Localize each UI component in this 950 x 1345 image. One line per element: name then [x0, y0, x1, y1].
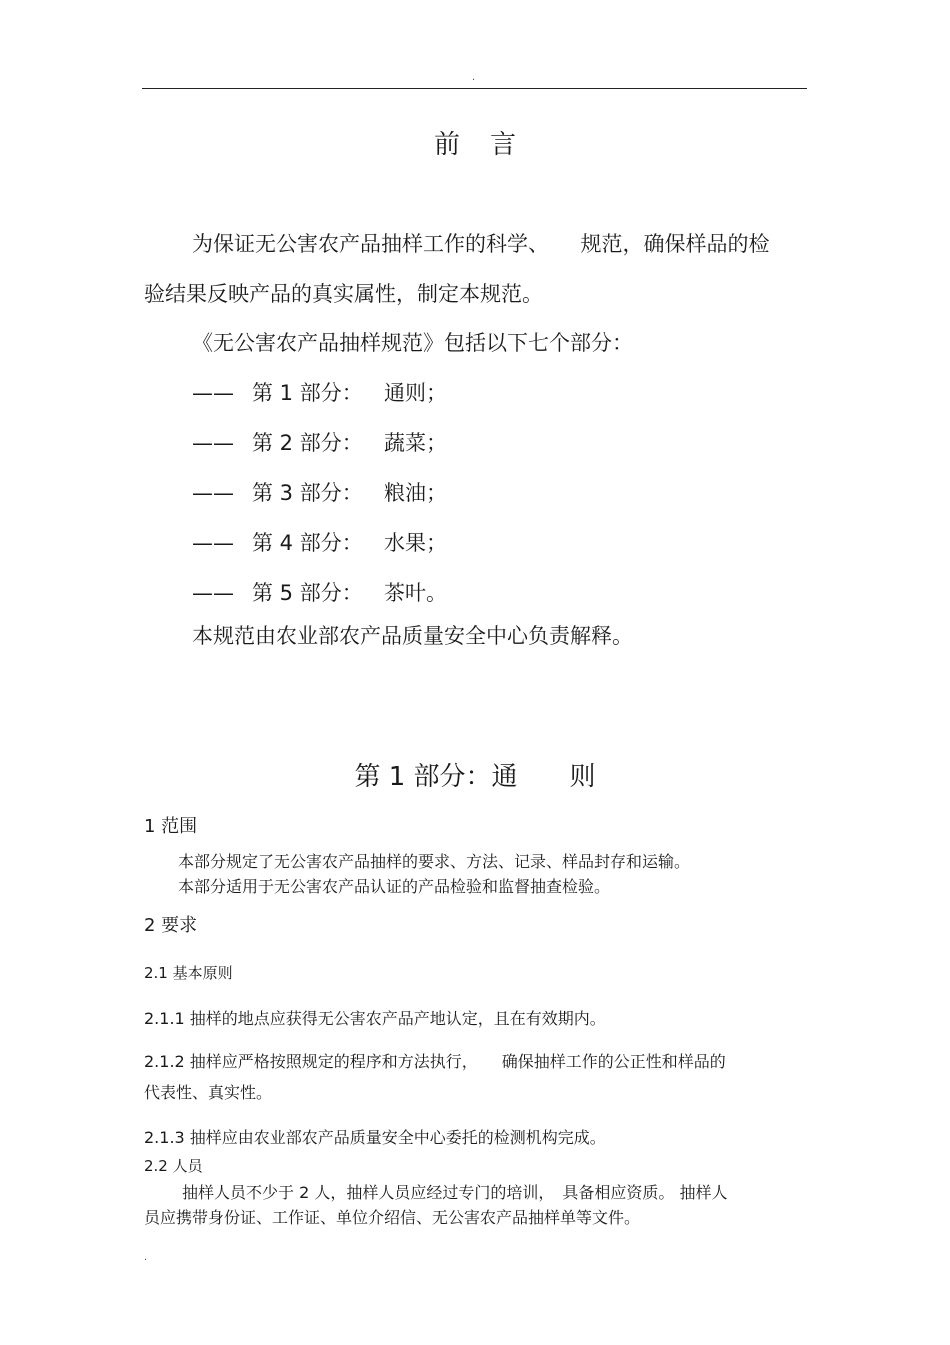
part-name: 茶叶。 — [384, 581, 447, 605]
clause-2-1-2-line2: 代表性、真实性。 — [144, 1083, 273, 1102]
part-name: 蔬菜； — [384, 431, 447, 455]
list-dash: —— — [192, 581, 234, 605]
part-label: 第 4 部分： — [252, 531, 363, 555]
part-label: 第 2 部分： — [252, 431, 363, 455]
part-name: 粮油； — [384, 481, 447, 505]
part-label: 第 1 部分： — [252, 381, 363, 405]
footer-mark: . — [144, 1252, 148, 1263]
subsection-heading-principles: 2.1 基本原则 — [144, 964, 233, 982]
part-name: 水果； — [384, 531, 447, 555]
clause-2-1-1: 2.1.1 抽样的地点应获得无公害农产品产地认定，且在有效期内。 — [144, 1009, 606, 1028]
section-heading-requirements: 2 要求 — [144, 915, 198, 936]
preface-parts-intro: 《无公害农产品抽样规范》包括以下七个部分： — [192, 331, 633, 355]
part-label: 第 5 部分： — [252, 581, 363, 605]
list-dash: —— — [192, 381, 234, 405]
section-heading-scope: 1 范围 — [144, 816, 198, 837]
clause-2-1-2-line1: 2.1.2 抽样应严格按照规定的程序和方法执行， 确保抽样工作的公正性和样品的 — [144, 1052, 726, 1071]
part-label: 第 3 部分： — [252, 481, 363, 505]
header-rule — [142, 88, 807, 89]
part-list-item — [192, 527, 447, 557]
part-list-item — [192, 477, 447, 507]
part-list-item — [192, 377, 447, 407]
list-dash: —— — [192, 431, 234, 455]
personnel-line2: 员应携带身份证、工作证、单位介绍信、无公害农产品抽样单等文件。 — [144, 1208, 641, 1227]
list-dash: —— — [192, 531, 234, 555]
personnel-line1: 抽样人员不少于 2 人，抽样人员应经过专门的培训， 具备相应资质。 抽样人 — [182, 1183, 728, 1202]
scope-line2: 本部分适用于无公害农产品认证的产品检验和监督抽查检验。 — [178, 877, 611, 896]
subsection-heading-personnel: 2.2 人员 — [144, 1157, 203, 1175]
part1-title: 第 1 部分：通 则 — [354, 762, 596, 792]
scope-line1: 本部分规定了无公害农产品抽样的要求、方法、记录、样品封存和运输。 — [178, 852, 691, 871]
part-list-item — [192, 577, 447, 607]
header-mark: . — [472, 72, 476, 83]
preface-interpretation: 本规范由农业部农产品质量安全中心负责解释。 — [192, 624, 633, 648]
clause-2-1-3: 2.1.3 抽样应由农业部农产品质量安全中心委托的检测机构完成。 — [144, 1128, 606, 1147]
preface-intro-line2: 验结果反映产品的真实属性，制定本规范。 — [144, 282, 543, 306]
list-dash: —— — [192, 481, 234, 505]
part-list-item — [192, 427, 447, 457]
preface-intro-line1: 为保证无公害农产品抽样工作的科学、 规范，确保样品的检 — [192, 232, 770, 256]
part-name: 通则； — [384, 381, 447, 405]
preface-title: 前言 — [433, 130, 546, 160]
